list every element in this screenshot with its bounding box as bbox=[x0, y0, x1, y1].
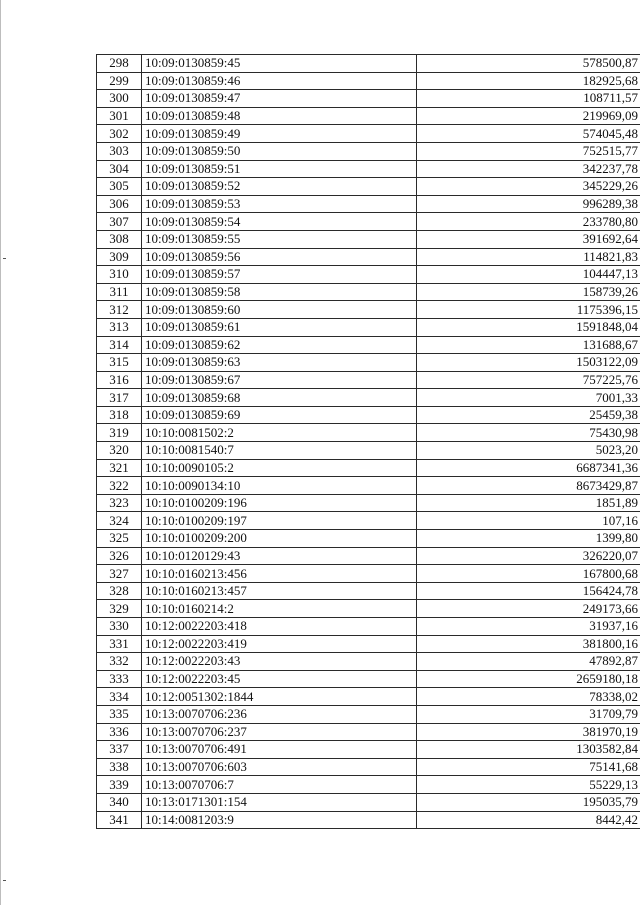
row-number: 323 bbox=[97, 494, 142, 512]
table-row bbox=[97, 512, 640, 530]
cadastral-number: 10:09:0130859:60 bbox=[142, 301, 417, 319]
table-row bbox=[97, 230, 640, 248]
cadastral-number: 10:09:0130859:57 bbox=[142, 266, 417, 284]
cadastral-value: 31937,16 bbox=[417, 618, 640, 636]
cadastral-value: 757225,76 bbox=[417, 371, 640, 389]
cadastral-value: 5023,20 bbox=[417, 442, 640, 460]
cadastral-number: 10:09:0130859:45 bbox=[142, 55, 417, 73]
table-row bbox=[97, 406, 640, 424]
cadastral-number: 10:12:0022203:419 bbox=[142, 635, 417, 653]
cadastral-value: 182925,68 bbox=[417, 72, 640, 90]
row-number: 326 bbox=[97, 547, 142, 565]
cadastral-value: 167800,68 bbox=[417, 565, 640, 583]
cadastral-value: 2659180,18 bbox=[417, 670, 640, 688]
cadastral-number: 10:09:0130859:50 bbox=[142, 142, 417, 160]
row-number: 338 bbox=[97, 758, 142, 776]
cadastral-value: 131688,67 bbox=[417, 336, 640, 354]
cadastral-value: 1303582,84 bbox=[417, 741, 640, 759]
cadastral-value: 1503122,09 bbox=[417, 354, 640, 372]
cadastral-value: 381970,19 bbox=[417, 723, 640, 741]
table-row bbox=[97, 635, 640, 653]
table-row bbox=[97, 705, 640, 723]
cadastral-number: 10:09:0130859:55 bbox=[142, 230, 417, 248]
cadastral-number: 10:13:0070706:491 bbox=[142, 741, 417, 759]
cadastral-number: 10:09:0130859:56 bbox=[142, 248, 417, 266]
table-row bbox=[97, 494, 640, 512]
row-number: 340 bbox=[97, 793, 142, 811]
table-row bbox=[97, 213, 640, 231]
cadastral-value: 574045,48 bbox=[417, 125, 640, 143]
cadastral-value: 158739,26 bbox=[417, 283, 640, 301]
row-number: 327 bbox=[97, 565, 142, 583]
table-row bbox=[97, 371, 640, 389]
cadastral-number: 10:09:0130859:54 bbox=[142, 213, 417, 231]
cadastral-number: 10:10:0100209:196 bbox=[142, 494, 417, 512]
cadastral-number: 10:10:0081540:7 bbox=[142, 442, 417, 460]
table-row bbox=[97, 741, 640, 759]
page-left-edge bbox=[0, 0, 1, 905]
cadastral-number: 10:13:0070706:237 bbox=[142, 723, 417, 741]
row-number: 325 bbox=[97, 530, 142, 548]
table-row bbox=[97, 142, 640, 160]
cadastral-number: 10:09:0130859:67 bbox=[142, 371, 417, 389]
cadastral-number: 10:10:0160214:2 bbox=[142, 600, 417, 618]
cadastral-number: 10:10:0160213:456 bbox=[142, 565, 417, 583]
cadastral-number: 10:09:0130859:48 bbox=[142, 107, 417, 125]
cadastral-number: 10:10:0160213:457 bbox=[142, 582, 417, 600]
table-row bbox=[97, 125, 640, 143]
table-body bbox=[97, 55, 640, 829]
cadastral-number: 10:10:0081502:2 bbox=[142, 424, 417, 442]
row-number: 315 bbox=[97, 354, 142, 372]
row-number: 320 bbox=[97, 442, 142, 460]
cadastral-number: 10:09:0130859:51 bbox=[142, 160, 417, 178]
cadastral-number: 10:09:0130859:58 bbox=[142, 283, 417, 301]
row-number: 329 bbox=[97, 600, 142, 618]
table-row bbox=[97, 688, 640, 706]
cadastral-value: 75430,98 bbox=[417, 424, 640, 442]
row-number: 307 bbox=[97, 213, 142, 231]
row-number: 335 bbox=[97, 705, 142, 723]
cadastral-number: 10:09:0130859:63 bbox=[142, 354, 417, 372]
row-number: 299 bbox=[97, 72, 142, 90]
cadastral-value: 1175396,15 bbox=[417, 301, 640, 319]
table-row bbox=[97, 758, 640, 776]
table-row bbox=[97, 600, 640, 618]
row-number: 298 bbox=[97, 55, 142, 73]
row-number: 300 bbox=[97, 90, 142, 108]
table-row bbox=[97, 107, 640, 125]
cadastral-number: 10:09:0130859:69 bbox=[142, 406, 417, 424]
table-row bbox=[97, 90, 640, 108]
table-row bbox=[97, 424, 640, 442]
table-row bbox=[97, 811, 640, 829]
table-row bbox=[97, 195, 640, 213]
row-number: 324 bbox=[97, 512, 142, 530]
cadastral-number: 10:09:0130859:52 bbox=[142, 178, 417, 196]
table-row bbox=[97, 283, 640, 301]
row-number: 318 bbox=[97, 406, 142, 424]
table-row bbox=[97, 618, 640, 636]
cadastral-number: 10:09:0130859:62 bbox=[142, 336, 417, 354]
row-number: 330 bbox=[97, 618, 142, 636]
cadastral-value: 249173,66 bbox=[417, 600, 640, 618]
cadastral-value: 25459,38 bbox=[417, 406, 640, 424]
row-number: 322 bbox=[97, 477, 142, 495]
cadastral-number: 10:12:0051302:1844 bbox=[142, 688, 417, 706]
cadastral-number: 10:14:0081203:9 bbox=[142, 811, 417, 829]
cadastral-value: 156424,78 bbox=[417, 582, 640, 600]
cadastral-number: 10:13:0070706:236 bbox=[142, 705, 417, 723]
cadastral-value: 578500,87 bbox=[417, 55, 640, 73]
row-number: 313 bbox=[97, 318, 142, 336]
row-number: 304 bbox=[97, 160, 142, 178]
cadastral-value: 326220,07 bbox=[417, 547, 640, 565]
cadastral-number: 10:09:0130859:53 bbox=[142, 195, 417, 213]
row-number: 332 bbox=[97, 653, 142, 671]
cadastral-value: 108711,57 bbox=[417, 90, 640, 108]
cadastral-number: 10:10:0100209:200 bbox=[142, 530, 417, 548]
cadastral-value: 233780,80 bbox=[417, 213, 640, 231]
cadastral-value: 6687341,36 bbox=[417, 459, 640, 477]
row-number: 305 bbox=[97, 178, 142, 196]
row-number: 311 bbox=[97, 283, 142, 301]
row-number: 302 bbox=[97, 125, 142, 143]
row-number: 317 bbox=[97, 389, 142, 407]
table-row bbox=[97, 318, 640, 336]
scan-mark bbox=[3, 880, 6, 881]
row-number: 301 bbox=[97, 107, 142, 125]
cadastral-value: 219969,09 bbox=[417, 107, 640, 125]
row-number: 341 bbox=[97, 811, 142, 829]
table-row bbox=[97, 354, 640, 372]
cadastral-number: 10:13:0070706:7 bbox=[142, 776, 417, 794]
cadastral-number: 10:12:0022203:45 bbox=[142, 670, 417, 688]
table-row bbox=[97, 776, 640, 794]
cadastral-number: 10:10:0090105:2 bbox=[142, 459, 417, 477]
table-row bbox=[97, 653, 640, 671]
row-number: 312 bbox=[97, 301, 142, 319]
cadastral-value: 78338,02 bbox=[417, 688, 640, 706]
table-row bbox=[97, 248, 640, 266]
cadastral-number: 10:13:0070706:603 bbox=[142, 758, 417, 776]
table-row bbox=[97, 55, 640, 73]
cadastral-value: 1591848,04 bbox=[417, 318, 640, 336]
row-number: 303 bbox=[97, 142, 142, 160]
table-row bbox=[97, 793, 640, 811]
cadastral-value: 8442,42 bbox=[417, 811, 640, 829]
cadastral-value: 381800,16 bbox=[417, 635, 640, 653]
table-row bbox=[97, 582, 640, 600]
cadastral-value: 107,16 bbox=[417, 512, 640, 530]
cadastral-value: 1399,80 bbox=[417, 530, 640, 548]
cadastral-value: 1851,89 bbox=[417, 494, 640, 512]
table-row bbox=[97, 723, 640, 741]
row-number: 336 bbox=[97, 723, 142, 741]
table-row bbox=[97, 301, 640, 319]
cadastral-value: 8673429,87 bbox=[417, 477, 640, 495]
cadastral-value: 7001,33 bbox=[417, 389, 640, 407]
cadastral-value: 345229,26 bbox=[417, 178, 640, 196]
cadastral-value: 114821,83 bbox=[417, 248, 640, 266]
table-row bbox=[97, 477, 640, 495]
row-number: 310 bbox=[97, 266, 142, 284]
cadastral-number: 10:10:0090134:10 bbox=[142, 477, 417, 495]
table-row bbox=[97, 160, 640, 178]
cadastral-value: 75141,68 bbox=[417, 758, 640, 776]
cadastral-number: 10:10:0120129:43 bbox=[142, 547, 417, 565]
row-number: 316 bbox=[97, 371, 142, 389]
cadastral-number: 10:12:0022203:43 bbox=[142, 653, 417, 671]
cadastral-value: 342237,78 bbox=[417, 160, 640, 178]
cadastral-value: 31709,79 bbox=[417, 705, 640, 723]
row-number: 309 bbox=[97, 248, 142, 266]
table-row bbox=[97, 389, 640, 407]
cadastral-value: 195035,79 bbox=[417, 793, 640, 811]
cadastral-number: 10:09:0130859:47 bbox=[142, 90, 417, 108]
scan-mark bbox=[3, 258, 6, 259]
row-number: 339 bbox=[97, 776, 142, 794]
table-row bbox=[97, 565, 640, 583]
row-number: 328 bbox=[97, 582, 142, 600]
row-number: 331 bbox=[97, 635, 142, 653]
row-number: 321 bbox=[97, 459, 142, 477]
row-number: 306 bbox=[97, 195, 142, 213]
cadastral-value-table bbox=[96, 54, 640, 829]
cadastral-value: 752515,77 bbox=[417, 142, 640, 160]
table-row bbox=[97, 530, 640, 548]
row-number: 319 bbox=[97, 424, 142, 442]
table-row bbox=[97, 266, 640, 284]
row-number: 314 bbox=[97, 336, 142, 354]
cadastral-value: 55229,13 bbox=[417, 776, 640, 794]
table-row bbox=[97, 459, 640, 477]
cadastral-number: 10:10:0100209:197 bbox=[142, 512, 417, 530]
cadastral-number: 10:09:0130859:68 bbox=[142, 389, 417, 407]
table-row bbox=[97, 670, 640, 688]
cadastral-number: 10:09:0130859:49 bbox=[142, 125, 417, 143]
table-row bbox=[97, 336, 640, 354]
cadastral-number: 10:13:0171301:154 bbox=[142, 793, 417, 811]
cadastral-value: 391692,64 bbox=[417, 230, 640, 248]
row-number: 308 bbox=[97, 230, 142, 248]
table-row bbox=[97, 178, 640, 196]
row-number: 333 bbox=[97, 670, 142, 688]
cadastral-value: 996289,38 bbox=[417, 195, 640, 213]
table-row bbox=[97, 442, 640, 460]
cadastral-value: 104447,13 bbox=[417, 266, 640, 284]
cadastral-number: 10:09:0130859:61 bbox=[142, 318, 417, 336]
table-row bbox=[97, 72, 640, 90]
cadastral-number: 10:12:0022203:418 bbox=[142, 618, 417, 636]
row-number: 334 bbox=[97, 688, 142, 706]
cadastral-number: 10:09:0130859:46 bbox=[142, 72, 417, 90]
row-number: 337 bbox=[97, 741, 142, 759]
table-row bbox=[97, 547, 640, 565]
cadastral-value: 47892,87 bbox=[417, 653, 640, 671]
